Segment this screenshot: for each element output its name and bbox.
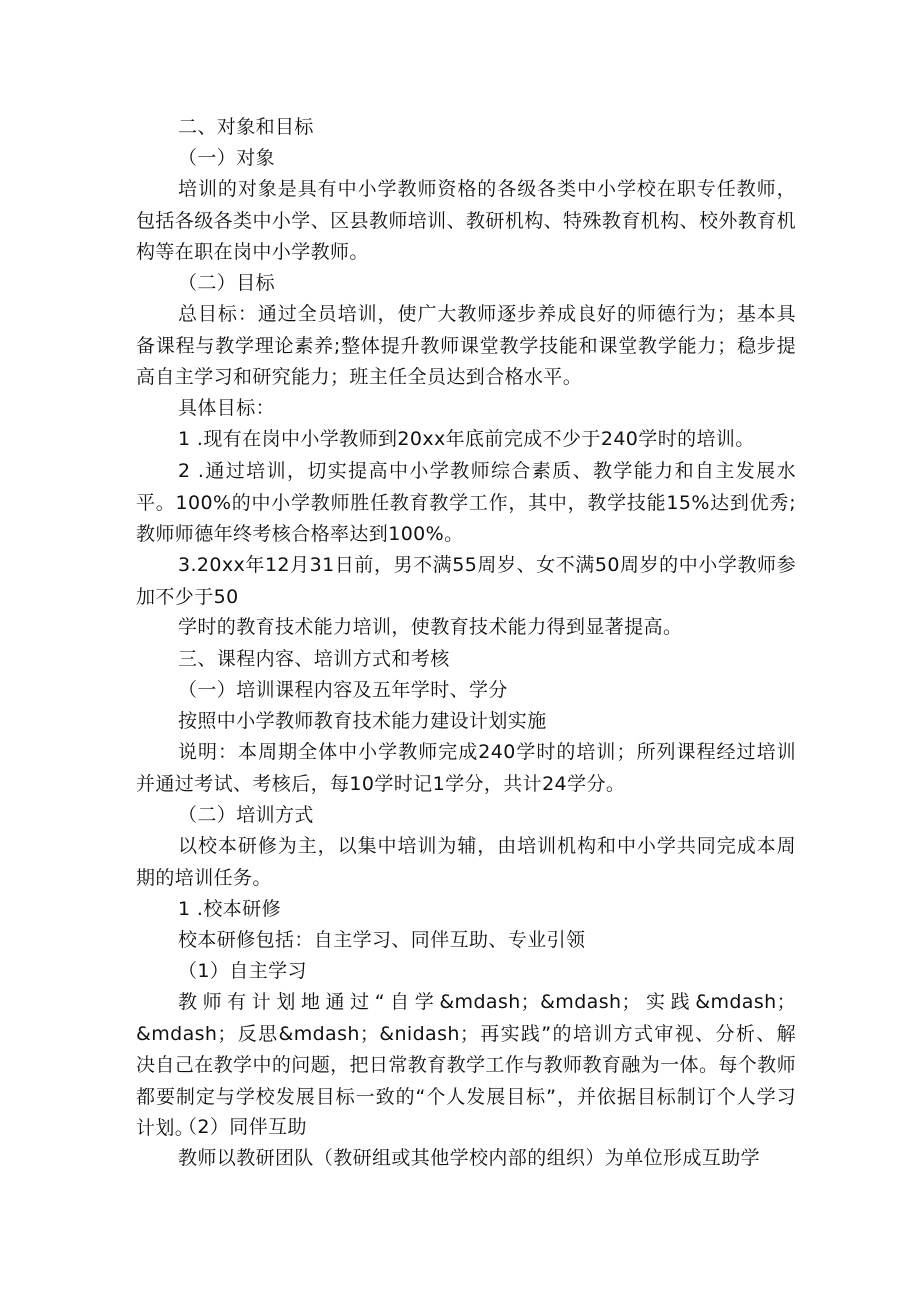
paragraph-overall-goal: 总目标：通过全员培训，使广大教师逐步养成良好的师德行为；基本具备课程与教学理论素养;整体提升教师课堂教学技能和课堂教学能力；稳步提高自主学习和研究能力；班主任全员达到合格水平。: [136, 303, 796, 388]
goal-item-3-continued: 学时的教育技术能力培训，使教育技术能力得到显著提高。: [178, 616, 683, 638]
goal-item-1: 1 .现有在岗中小学教师到20xx年底前完成不少于240学时的培训。: [178, 428, 755, 450]
paragraph-training-methods: 以校本研修为主，以集中培训为辅，由培训机构和中小学共同完成本周期的培训任务。: [136, 835, 796, 889]
subheading-course-content: （一）培训课程内容及五年学时、学分: [178, 679, 508, 701]
paragraph-research-includes: 校本研修包括：自主学习、同伴互助、专业引领: [178, 929, 586, 951]
subheading-objects: （一）对象: [178, 147, 276, 169]
paragraph-explanation: 说明：本周期全体中小学教师完成240学时的培训；所列课程经过培训并通过考试、考核后，每10学时记1学分，共计24学分。: [136, 741, 796, 795]
paragraph-implementation: 按照中小学教师教育技术能力建设计划实施: [178, 710, 547, 732]
label-specific-goals: 具体目标：: [178, 397, 276, 419]
goal-item-3: 3.20xx年12月31日前，男不满55周岁、女不满50周岁的中小学教师参加不少于50: [136, 554, 796, 608]
paragraph-peer-support: 教师以教研团队（教研组或其他学校内部的组织）为单位形成互助学: [178, 1147, 761, 1169]
section-heading-courses: 三、课程内容、培训方式和考核: [178, 648, 450, 670]
subheading-goals: （二）目标: [178, 272, 276, 294]
paragraph-training-objects: 培训的对象是具有中小学教师资格的各级各类中小学校在职专任教师，包括各级各类中小学、区县教师培训、教研机构、特殊教育机构、校外教育机构等在职在岗中小学教师。: [136, 178, 796, 263]
paragraph-self-learning: 教师有计划地通过“自学&mdash；&mdash；实践&mdash；&mdash；反思&mdash；&nidash；再实践”的培训方式审视、分析、解决自己在教学中的问题，把日常教育教学工作与教师教育融为一体。每个教师都要制定与学校发展目标一致的“个人发展目标”，并依据目标制订个人学习计划。: [136, 991, 796, 1139]
subheading-training-methods: （二）培训方式: [178, 804, 314, 826]
goal-item-2: 2 .通过培训，切实提高中小学教师综合素质、教学能力和自主发展水平。100%的中小学教师胜任教育教学工作，其中，教学技能15%达到优秀;教师师德年终考核合格率达到100%。: [136, 460, 796, 545]
section-heading-objects-goals: 二、对象和目标: [178, 116, 314, 138]
item-school-based-research: 1 .校本研修: [178, 898, 281, 920]
subitem-peer-support: （2）同伴互助: [178, 1116, 307, 1138]
subitem-self-learning: （1）自主学习: [178, 960, 307, 982]
